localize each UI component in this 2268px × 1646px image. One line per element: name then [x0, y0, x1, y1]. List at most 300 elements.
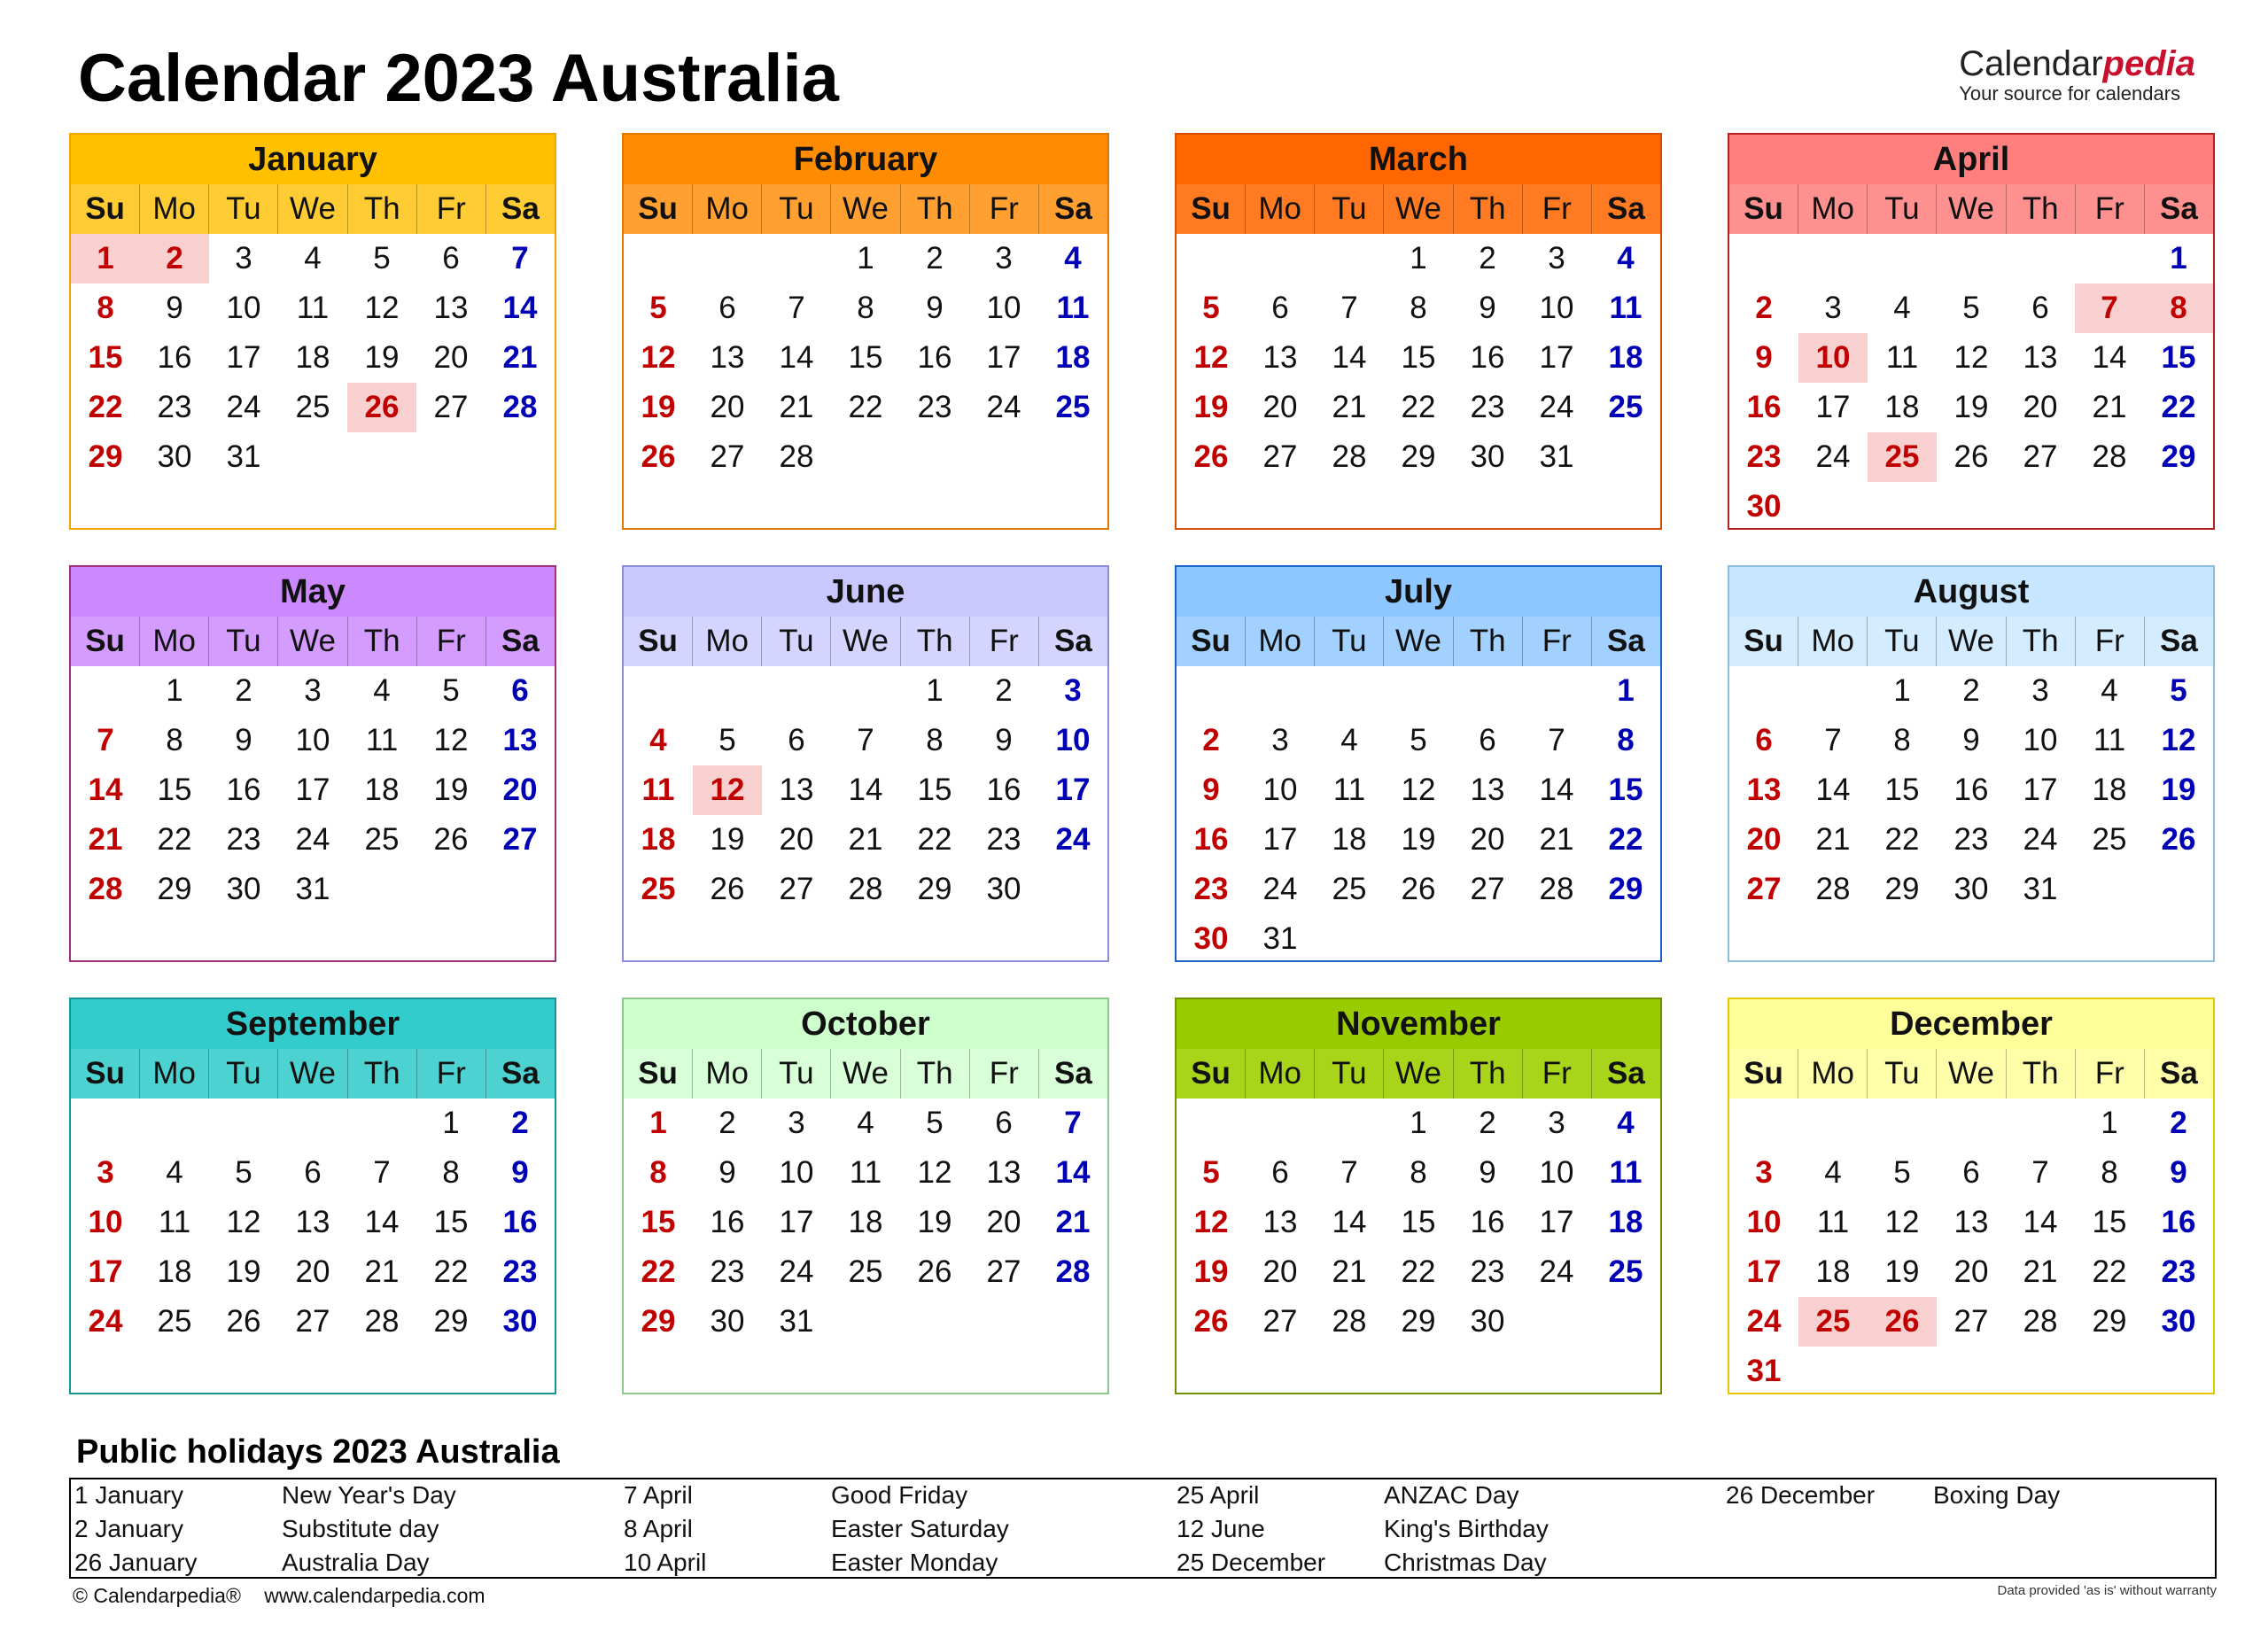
day-cell: 26: [1193, 439, 1229, 474]
day-cell: 25: [295, 390, 330, 424]
holiday-date: 7 April: [624, 1481, 693, 1509]
day-cell: 1: [1410, 1106, 1427, 1140]
day-cell: 19: [1401, 822, 1436, 857]
holiday-date: 25 April: [1177, 1481, 1260, 1509]
day-empty: [1315, 666, 1384, 716]
weekday-label: We: [1384, 1049, 1453, 1099]
day-cell: 15: [157, 773, 192, 807]
day-cell: 17: [1815, 390, 1851, 424]
day-cell: 23: [226, 822, 261, 857]
day-cell: 30: [226, 872, 261, 906]
day-cell: 6: [1755, 723, 1773, 757]
day-cell: 18: [848, 1205, 883, 1239]
day-empty: [1177, 234, 1246, 283]
day-cell: 30: [1953, 872, 1989, 906]
holiday-date: 26 January: [74, 1549, 198, 1576]
day-cell: 17: [1262, 822, 1298, 857]
weekday-label: Th: [901, 184, 970, 234]
day-cell: 9: [1962, 723, 1980, 757]
day-cell: 12: [1884, 1205, 1920, 1239]
day-cell: 24: [1746, 1304, 1782, 1339]
day-cell: 24: [1539, 1254, 1574, 1289]
weekday-label: Su: [1177, 184, 1246, 234]
weekday-label: Tu: [762, 1049, 831, 1099]
day-cell: 7: [1824, 723, 1842, 757]
day-cell-holiday: 8: [2144, 283, 2213, 333]
day-cell: 3: [2031, 673, 2049, 708]
day-cell: 23: [710, 1254, 745, 1289]
day-cell: 24: [2023, 822, 2058, 857]
weekday-label: Th: [2007, 184, 2076, 234]
day-cell: 18: [295, 340, 330, 375]
day-cell: 6: [788, 723, 805, 757]
day-grid: [1729, 666, 2213, 914]
day-cell: 29: [917, 872, 952, 906]
day-cell: 6: [2031, 291, 2049, 325]
day-cell: 2: [995, 673, 1013, 708]
weekday-label: Su: [1177, 617, 1246, 666]
day-cell: 1: [442, 1106, 460, 1140]
day-cell: 19: [1953, 390, 1989, 424]
holiday-name: King's Birthday: [1384, 1515, 1549, 1542]
day-cell: 3: [1755, 1155, 1773, 1190]
weekday-label: Tu: [1868, 184, 1937, 234]
day-cell: 8: [442, 1155, 460, 1190]
day-cell: 17: [1055, 773, 1091, 807]
month-name: March: [1177, 135, 1660, 184]
day-cell: 6: [995, 1106, 1013, 1140]
day-cell: 18: [2092, 773, 2127, 807]
day-cell: 12: [226, 1205, 261, 1239]
day-cell: 15: [2161, 340, 2196, 375]
day-cell: 17: [226, 340, 261, 375]
day-cell: 5: [442, 673, 460, 708]
day-cell: 10: [295, 723, 330, 757]
day-cell: 7: [1548, 723, 1565, 757]
day-cell: 27: [502, 822, 538, 857]
day-cell: 3: [788, 1106, 805, 1140]
month-name: April: [1729, 135, 2213, 184]
month-name: July: [1177, 567, 1660, 617]
weekday-label: Sa: [501, 191, 540, 226]
day-cell: 5: [373, 241, 391, 276]
holiday-name: Good Friday: [831, 1481, 968, 1509]
day-empty: [1522, 666, 1591, 716]
day-cell: 14: [502, 291, 538, 325]
weekday-label: Mo: [1798, 617, 1868, 666]
day-cell: 12: [1953, 340, 1989, 375]
weekday-label: We: [1384, 184, 1453, 234]
holiday-date: 1 January: [74, 1481, 183, 1509]
day-cell: 16: [917, 340, 952, 375]
day-cell: 24: [779, 1254, 814, 1289]
day-cell: 11: [296, 291, 330, 325]
weekday-label: Mo: [1798, 1049, 1868, 1099]
day-cell: 13: [502, 723, 538, 757]
holiday-date: 10 April: [624, 1549, 707, 1576]
day-cell: 28: [1815, 872, 1851, 906]
holiday-name: Boxing Day: [1933, 1481, 2061, 1509]
day-cell: 6: [1271, 1155, 1289, 1190]
day-cell: 10: [1055, 723, 1091, 757]
day-grid: [1729, 234, 2213, 532]
day-cell: 9: [718, 1155, 736, 1190]
day-cell: 1: [2170, 241, 2187, 276]
day-cell-holiday: 25: [1798, 1297, 1868, 1347]
day-cell: 3: [995, 241, 1013, 276]
day-cell: 10: [88, 1205, 123, 1239]
day-cell: 18: [364, 773, 400, 807]
day-cell: 5: [2170, 673, 2187, 708]
day-cell: 16: [1953, 773, 1989, 807]
day-cell: 14: [848, 773, 883, 807]
day-cell: 9: [1479, 1155, 1496, 1190]
weekday-label: We: [1384, 617, 1453, 666]
brand-name-part2: pedia: [2102, 44, 2195, 83]
day-cell: 31: [1262, 921, 1298, 956]
day-empty: [762, 666, 831, 716]
day-cell: 6: [1962, 1155, 1980, 1190]
day-cell: 28: [1332, 1304, 1367, 1339]
day-cell-holiday: 26: [1868, 1297, 1937, 1347]
weekday-label: Fr: [1523, 1049, 1592, 1099]
day-empty: [209, 1099, 278, 1148]
day-cell: 13: [1470, 773, 1505, 807]
weekday-label: Th: [1454, 184, 1523, 234]
day-cell: 29: [157, 872, 192, 906]
day-cell: 23: [1953, 822, 1989, 857]
weekday-label: Sa: [1607, 191, 1645, 226]
day-cell-holiday: 12: [693, 765, 762, 815]
day-cell: 22: [641, 1254, 676, 1289]
day-empty: [762, 234, 831, 283]
day-cell: 12: [364, 291, 400, 325]
day-cell: 22: [157, 822, 192, 857]
day-cell: 10: [1262, 773, 1298, 807]
weekday-label: We: [278, 184, 347, 234]
day-cell: 30: [1193, 921, 1229, 956]
weekday-label: Su: [1729, 617, 1798, 666]
weekday-header: [624, 617, 1107, 666]
day-cell: 27: [1262, 1304, 1298, 1339]
day-cell: 17: [1539, 340, 1574, 375]
day-cell: 19: [917, 1205, 952, 1239]
day-cell: 21: [1055, 1205, 1091, 1239]
day-cell: 17: [1746, 1254, 1782, 1289]
day-empty: [278, 1099, 347, 1148]
day-cell: 4: [1617, 1106, 1635, 1140]
day-cell: 30: [157, 439, 192, 474]
weekday-label: Fr: [2076, 184, 2145, 234]
month-may: [69, 565, 556, 962]
weekday-label: Su: [624, 617, 693, 666]
weekday-label: Sa: [1607, 1056, 1645, 1091]
day-cell: 25: [157, 1304, 192, 1339]
day-cell: 9: [2170, 1155, 2187, 1190]
day-cell: 18: [157, 1254, 192, 1289]
day-cell: 13: [779, 773, 814, 807]
day-empty: [2075, 234, 2144, 283]
day-cell: 12: [641, 340, 676, 375]
day-cell: 28: [502, 390, 538, 424]
day-cell: 30: [1470, 1304, 1505, 1339]
weekday-label: Th: [901, 617, 970, 666]
day-cell: 4: [649, 723, 667, 757]
day-cell: 20: [2023, 390, 2058, 424]
day-empty: [1729, 234, 1798, 283]
holiday-name: Easter Saturday: [831, 1515, 1009, 1542]
day-empty: [1729, 666, 1798, 716]
day-cell-holiday: 7: [2075, 283, 2144, 333]
day-cell: 8: [1410, 291, 1427, 325]
month-name: June: [624, 567, 1107, 617]
day-cell: 8: [1617, 723, 1635, 757]
day-cell: 3: [97, 1155, 114, 1190]
day-cell: 2: [2170, 1106, 2187, 1140]
weekday-label: Sa: [1054, 624, 1092, 658]
day-cell: 10: [1539, 291, 1574, 325]
day-grid: [71, 234, 555, 482]
brand-logo[interactable]: [1959, 44, 2195, 105]
day-cell: 16: [2161, 1205, 2196, 1239]
day-cell: 12: [2161, 723, 2196, 757]
day-cell: 23: [2161, 1254, 2196, 1289]
weekday-label: Fr: [417, 184, 486, 234]
day-cell: 22: [1401, 1254, 1436, 1289]
month-october: [622, 998, 1109, 1394]
day-cell: 19: [1884, 1254, 1920, 1289]
day-cell: 31: [226, 439, 261, 474]
day-cell: 9: [166, 291, 183, 325]
weekday-label: Su: [71, 617, 140, 666]
day-cell: 11: [641, 773, 675, 807]
day-empty: [1177, 666, 1246, 716]
day-cell: 30: [502, 1304, 538, 1339]
day-cell: 29: [88, 439, 123, 474]
day-empty: [1246, 234, 1315, 283]
day-grid: [624, 1099, 1107, 1347]
day-cell: 6: [1479, 723, 1496, 757]
weekday-label: Mo: [693, 1049, 762, 1099]
weekday-label: Th: [2007, 1049, 2076, 1099]
day-cell: 23: [917, 390, 952, 424]
month-name: September: [71, 999, 555, 1049]
day-cell: 7: [788, 291, 805, 325]
weekday-header: [1729, 1049, 2213, 1099]
day-cell: 2: [718, 1106, 736, 1140]
footer-credit: [73, 1582, 485, 1609]
day-cell: 14: [2023, 1205, 2058, 1239]
day-cell: 22: [2161, 390, 2196, 424]
day-empty: [624, 234, 693, 283]
day-cell: 20: [433, 340, 469, 375]
day-cell: 6: [511, 673, 529, 708]
day-cell: 27: [1953, 1304, 1989, 1339]
weekday-label: Fr: [1523, 184, 1592, 234]
month-december: [1728, 998, 2215, 1394]
day-cell: 7: [1064, 1106, 1082, 1140]
day-cell: 4: [1617, 241, 1635, 276]
day-cell: 28: [779, 439, 814, 474]
day-cell: 21: [2023, 1254, 2058, 1289]
footer-disclaimer: Data provided 'as is' without warranty: [1997, 1583, 2217, 1598]
weekday-label: Tu: [762, 617, 831, 666]
day-cell: 19: [226, 1254, 261, 1289]
day-cell: 16: [986, 773, 1021, 807]
weekday-label: Mo: [693, 617, 762, 666]
day-cell: 28: [2023, 1304, 2058, 1339]
day-cell: 14: [1332, 340, 1367, 375]
day-cell: 14: [1332, 1205, 1367, 1239]
day-cell: 22: [848, 390, 883, 424]
day-cell: 24: [1055, 822, 1091, 857]
day-cell: 28: [1055, 1254, 1091, 1289]
day-cell: 25: [2092, 822, 2127, 857]
day-cell: 10: [986, 291, 1021, 325]
day-cell: 8: [1410, 1155, 1427, 1190]
day-cell: 2: [1479, 1106, 1496, 1140]
day-grid: [1177, 234, 1660, 482]
day-cell: 15: [1401, 1205, 1436, 1239]
day-cell: 27: [1470, 872, 1505, 906]
day-cell: 16: [502, 1205, 538, 1239]
day-cell: 23: [1746, 439, 1782, 474]
brand-tagline: Your source for calendars: [1959, 82, 2181, 105]
day-cell: 24: [88, 1304, 123, 1339]
day-grid: [1177, 1099, 1660, 1347]
day-cell: 16: [157, 340, 192, 375]
day-cell: 29: [1401, 1304, 1436, 1339]
day-cell: 11: [1609, 1155, 1643, 1190]
weekday-header: [1177, 184, 1660, 234]
day-cell: 11: [1885, 340, 1919, 375]
day-cell: 4: [2101, 673, 2118, 708]
day-cell: 23: [1470, 1254, 1505, 1289]
day-cell: 13: [433, 291, 469, 325]
day-cell: 7: [1340, 291, 1358, 325]
day-cell: 1: [649, 1106, 667, 1140]
day-cell: 22: [433, 1254, 469, 1289]
weekday-header: [71, 617, 555, 666]
day-cell-holiday: 10: [1798, 333, 1868, 383]
footer-url[interactable]: www.calendarpedia.com: [264, 1584, 485, 1607]
day-cell: 13: [295, 1205, 330, 1239]
weekday-label: Mo: [1798, 184, 1868, 234]
weekday-label: Sa: [1607, 624, 1645, 658]
day-cell: 2: [926, 241, 944, 276]
day-cell: 21: [88, 822, 123, 857]
day-empty: [140, 1099, 209, 1148]
day-cell: 7: [511, 241, 529, 276]
day-cell: 28: [1332, 439, 1367, 474]
day-cell: 22: [1884, 822, 1920, 857]
day-cell: 26: [917, 1254, 952, 1289]
holiday-name: Substitute day: [282, 1515, 439, 1542]
day-empty: [2006, 1099, 2075, 1148]
day-cell: 4: [1824, 1155, 1842, 1190]
day-cell: 6: [442, 241, 460, 276]
day-cell: 4: [304, 241, 322, 276]
day-cell: 4: [1064, 241, 1082, 276]
day-cell: 6: [1271, 291, 1289, 325]
day-cell: 19: [2161, 773, 2196, 807]
weekday-label: Sa: [1054, 1056, 1092, 1091]
day-cell: 5: [1202, 291, 1220, 325]
day-cell: 13: [986, 1155, 1021, 1190]
day-cell: 2: [511, 1106, 529, 1140]
day-cell: 5: [1893, 1155, 1911, 1190]
day-cell: 9: [511, 1155, 529, 1190]
weekday-label: Sa: [1054, 191, 1092, 226]
day-cell: 8: [649, 1155, 667, 1190]
day-cell: 20: [1470, 822, 1505, 857]
day-cell: 17: [2023, 773, 2058, 807]
weekday-label: Mo: [140, 184, 209, 234]
day-cell: 21: [364, 1254, 400, 1289]
day-cell: 29: [2092, 1304, 2127, 1339]
day-cell: 22: [1608, 822, 1643, 857]
day-cell: 29: [2161, 439, 2196, 474]
day-cell: 11: [1332, 773, 1366, 807]
day-cell: 31: [779, 1304, 814, 1339]
brand-name-part1: Calendar: [1959, 44, 2103, 83]
day-cell: 31: [295, 872, 330, 906]
day-cell: 21: [1815, 822, 1851, 857]
weekday-label: Fr: [417, 617, 486, 666]
day-cell: 7: [97, 723, 114, 757]
public-holidays-table: [69, 1478, 2217, 1579]
day-cell: 12: [1193, 1205, 1229, 1239]
day-cell: 1: [1617, 673, 1635, 708]
day-cell: 26: [1193, 1304, 1229, 1339]
day-empty: [693, 666, 762, 716]
day-cell: 26: [1401, 872, 1436, 906]
public-holidays-title: Public holidays 2023 Australia: [76, 1433, 560, 1471]
day-cell: 16: [710, 1205, 745, 1239]
day-cell: 28: [1539, 872, 1574, 906]
day-cell: 20: [295, 1254, 330, 1289]
month-august: [1728, 565, 2215, 962]
day-empty: [624, 666, 693, 716]
weekday-label: We: [1937, 617, 2006, 666]
day-cell: 9: [235, 723, 252, 757]
day-cell: 30: [1746, 489, 1782, 524]
day-cell: 29: [1884, 872, 1920, 906]
day-cell: 15: [88, 340, 123, 375]
day-empty: [1315, 234, 1384, 283]
day-cell: 7: [2031, 1155, 2049, 1190]
month-name: February: [624, 135, 1107, 184]
weekday-label: Th: [901, 1049, 970, 1099]
day-cell: 21: [779, 390, 814, 424]
day-cell: 13: [1262, 340, 1298, 375]
day-cell: 2: [1755, 291, 1773, 325]
month-june: [622, 565, 1109, 962]
day-cell: 20: [1262, 1254, 1298, 1289]
holiday-name: Australia Day: [282, 1549, 430, 1576]
day-cell: 8: [857, 291, 874, 325]
day-cell: 27: [433, 390, 469, 424]
day-cell: 19: [1193, 390, 1229, 424]
day-cell: 30: [986, 872, 1021, 906]
holiday-name: Easter Monday: [831, 1549, 998, 1576]
day-cell: 21: [1539, 822, 1574, 857]
day-cell: 14: [2092, 340, 2127, 375]
day-cell: 8: [166, 723, 183, 757]
month-name: August: [1729, 567, 2213, 617]
weekday-label: We: [831, 184, 900, 234]
day-cell: 25: [641, 872, 676, 906]
